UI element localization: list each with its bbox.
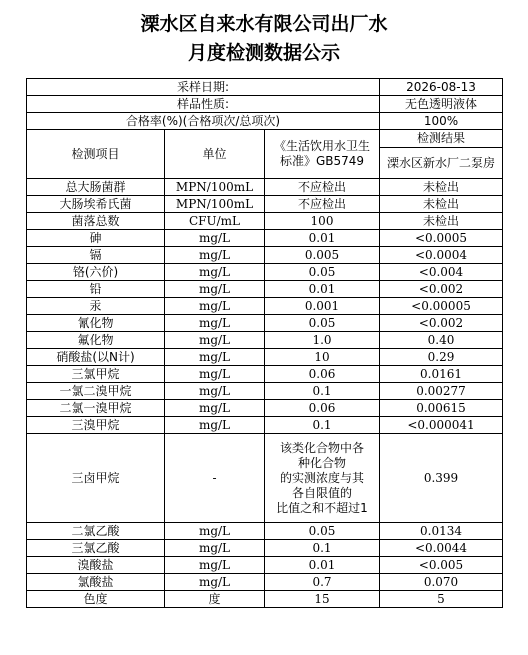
cell-standard: 0.05: [265, 315, 380, 332]
cell-item: 铅: [27, 281, 165, 298]
table-row: [27, 523, 503, 540]
thm-standard-line: 该类化合物中各: [279, 440, 364, 455]
table-row: [27, 196, 503, 213]
cell-result: 未检出: [380, 179, 503, 196]
header-result: 检测结果: [380, 130, 503, 148]
cell-unit: mg/L: [165, 230, 265, 247]
water-quality-table: [26, 78, 503, 608]
cell-standard: 0.01: [265, 230, 380, 247]
table-row: [27, 366, 503, 383]
cell-result: <0.002: [380, 315, 503, 332]
cell-item: 一氯二溴甲烷: [27, 383, 165, 400]
cell-unit: MPN/100mL: [165, 179, 265, 196]
cell-unit: mg/L: [165, 264, 265, 281]
cell-item: 镉: [27, 247, 165, 264]
cell-item: 三氯乙酸: [27, 540, 165, 557]
cell-item: 二氯一溴甲烷: [27, 400, 165, 417]
cell-standard: 0.06: [265, 400, 380, 417]
sample-nature-label: 样品性质:: [27, 96, 380, 113]
cell-unit: mg/L: [165, 383, 265, 400]
header-item: 检测项目: [27, 130, 165, 179]
table-row: [27, 230, 503, 247]
table-row: [27, 332, 503, 349]
cell-result: 0.399: [380, 434, 503, 523]
cell-standard: 0.1: [265, 540, 380, 557]
cell-item: 砷: [27, 230, 165, 247]
sample-nature-value: 无色透明液体: [380, 96, 503, 113]
cell-standard: 0.06: [265, 366, 380, 383]
cell-item: 溴酸盐: [27, 557, 165, 574]
cell-item: 二氯乙酸: [27, 523, 165, 540]
thm-standard-line: 各自限值的: [291, 485, 352, 500]
table-row: [27, 315, 503, 332]
cell-result: 未检出: [380, 196, 503, 213]
cell-unit: mg/L: [165, 523, 265, 540]
cell-unit: mg/L: [165, 400, 265, 417]
cell-standard: 0.05: [265, 264, 380, 281]
page-subtitle: 月度检测数据公示: [187, 42, 340, 64]
table-row: [27, 400, 503, 417]
cell-result: <0.0004: [380, 247, 503, 264]
table-row: [27, 574, 503, 591]
cell-unit: mg/L: [165, 366, 265, 383]
cell-result: <0.0005: [380, 230, 503, 247]
cell-standard: 0.01: [265, 281, 380, 298]
cell-unit: mg/L: [165, 574, 265, 591]
cell-result: 5: [380, 591, 503, 608]
cell-item: 氯酸盐: [27, 574, 165, 591]
cell-standard: 0.005: [265, 247, 380, 264]
cell-unit: MPN/100mL: [165, 196, 265, 213]
cell-result: <0.004: [380, 264, 503, 281]
header-standard: 《生活饮用水卫生标准》GB5749: [265, 130, 380, 179]
sampling-date-value: 2026-08-13: [380, 79, 503, 96]
cell-standard: 15: [265, 591, 380, 608]
table-row: [27, 540, 503, 557]
cell-unit: 度: [165, 591, 265, 608]
cell-item: 大肠埃希氏菌: [27, 196, 165, 213]
cell-result: 0.00277: [380, 383, 503, 400]
cell-item: 三卤甲烷: [27, 434, 165, 523]
cell-result: 0.00615: [380, 400, 503, 417]
cell-standard: 0.01: [265, 557, 380, 574]
cell-result: 0.40: [380, 332, 503, 349]
cell-result: <0.005: [380, 557, 503, 574]
header-site: 溧水区新水厂二泵房: [380, 148, 503, 179]
cell-unit: mg/L: [165, 298, 265, 315]
cell-unit: -: [165, 434, 265, 523]
cell-unit: mg/L: [165, 417, 265, 434]
cell-unit: mg/L: [165, 349, 265, 366]
table-row: [27, 349, 503, 366]
cell-standard: 10: [265, 349, 380, 366]
cell-result: <0.0044: [380, 540, 503, 557]
thm-standard-line: 的实测浓度与其: [279, 470, 364, 485]
cell-result: <0.00005: [380, 298, 503, 315]
cell-result: 0.0161: [380, 366, 503, 383]
cell-result: 未检出: [380, 213, 503, 230]
sampling-date-label: 采样日期:: [27, 79, 380, 96]
cell-unit: CFU/mL: [165, 213, 265, 230]
cell-item: 汞: [27, 298, 165, 315]
cell-standard: 100: [265, 213, 380, 230]
table-row: [27, 383, 503, 400]
cell-unit: mg/L: [165, 247, 265, 264]
cell-result: 0.29: [380, 349, 503, 366]
cell-standard: 1.0: [265, 332, 380, 349]
table-row: [27, 434, 503, 523]
cell-standard: 0.7: [265, 574, 380, 591]
pass-rate-label: 合格率(%)(合格项次/总项次): [27, 113, 380, 130]
cell-unit: mg/L: [165, 332, 265, 349]
header-unit: 单位: [165, 130, 265, 179]
table-row: [27, 417, 503, 434]
cell-standard: 0.05: [265, 523, 380, 540]
pass-rate-value: 100%: [380, 113, 503, 130]
cell-unit: mg/L: [165, 315, 265, 332]
cell-item: 总大肠菌群: [27, 179, 165, 196]
cell-item: 菌落总数: [27, 213, 165, 230]
cell-standard: 不应检出: [265, 179, 380, 196]
cell-item: 氟化物: [27, 332, 165, 349]
cell-result: <0.002: [380, 281, 503, 298]
table-row: [27, 264, 503, 281]
table-row: [27, 557, 503, 574]
table-row: [27, 281, 503, 298]
table-row: [27, 591, 503, 608]
thm-standard-line: 种化合物: [297, 455, 346, 470]
thm-standard-line: 比值之和不超过1: [276, 500, 368, 515]
cell-standard: [265, 434, 380, 523]
cell-item: 三氯甲烷: [27, 366, 165, 383]
cell-unit: mg/L: [165, 557, 265, 574]
table-row: [27, 247, 503, 264]
cell-standard: 0.1: [265, 383, 380, 400]
cell-result: <0.000041: [380, 417, 503, 434]
cell-standard: 不应检出: [265, 196, 380, 213]
cell-result: 0.070: [380, 574, 503, 591]
table-row: [27, 298, 503, 315]
cell-item: 三溴甲烷: [27, 417, 165, 434]
page-title: 溧水区自来水有限公司出厂水: [140, 13, 388, 35]
cell-item: 硝酸盐(以N计): [27, 349, 165, 366]
cell-item: 铬(六价): [27, 264, 165, 281]
cell-result: 0.0134: [380, 523, 503, 540]
cell-standard: 0.001: [265, 298, 380, 315]
cell-unit: mg/L: [165, 540, 265, 557]
table-row: [27, 213, 503, 230]
table-row: [27, 179, 503, 196]
cell-unit: mg/L: [165, 281, 265, 298]
cell-item: 色度: [27, 591, 165, 608]
cell-standard: 0.1: [265, 417, 380, 434]
cell-item: 氰化物: [27, 315, 165, 332]
